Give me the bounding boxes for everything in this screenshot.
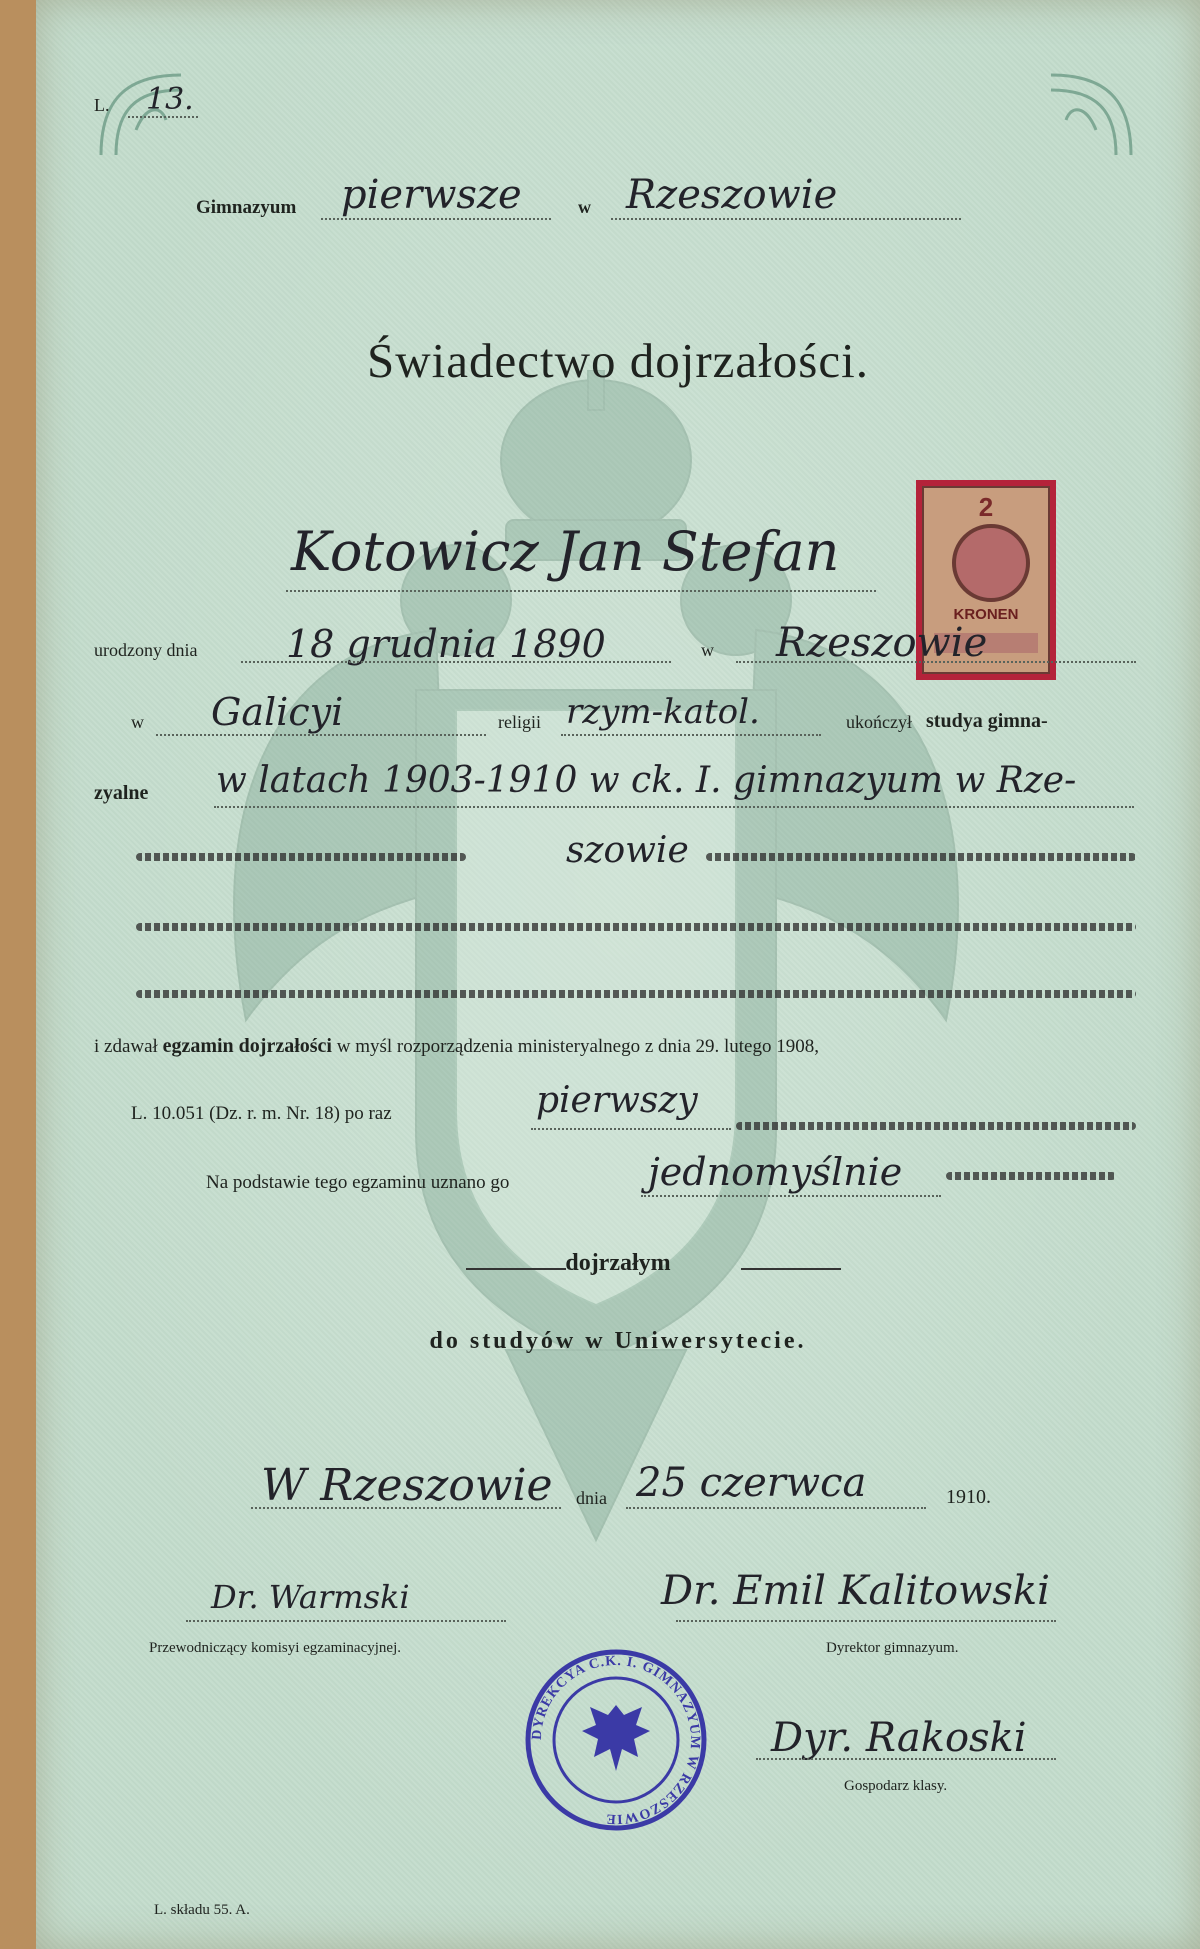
date-signed: 25 czerwca (636, 1460, 867, 1506)
director-title: Dyrektor gimnazyum. (826, 1640, 959, 1656)
region-value: Galicyi (211, 690, 344, 734)
exam-line-1a: i zdawał (94, 1036, 158, 1057)
studies-value-cont: szowie (566, 830, 689, 871)
place-signed: W Rzeszowie (261, 1460, 553, 1511)
religion-value: rzym-katol. (566, 692, 760, 732)
religion-label: religii (498, 712, 541, 732)
born-date: 18 grudnia 1890 (286, 622, 606, 666)
school-city-value: Rzeszowie (626, 172, 838, 218)
born-in-label: w (701, 640, 714, 660)
verdict: dojrzałym (565, 1250, 671, 1276)
student-name: Kotowicz Jan Stefan (291, 520, 840, 583)
footer-note: L. składu 55. A. (154, 1902, 250, 1918)
born-place: Rzeszowie (776, 620, 988, 666)
dnia-label: dnia (576, 1488, 607, 1508)
stamp-value: 2 (978, 492, 994, 522)
region-prefix: w (131, 712, 144, 732)
seal-text: DYREKCYA C.K. I. GIMNAZYUM W RZESZOWIE (529, 1653, 703, 1827)
divider (741, 1268, 841, 1270)
doc-number-value: 13. (146, 82, 194, 117)
studies-label: studya gimna- (926, 710, 1048, 732)
class-title: Gospodarz klasy. (844, 1778, 948, 1794)
exam-line-1c: w myśl rozporządzenia ministeryalnego z dnia 29. lutego 1908, (336, 1036, 819, 1057)
basis-label: Na podstawie tego egzaminu uznano go (206, 1172, 510, 1193)
exam-line-1 (94, 1035, 819, 1058)
seal-eagle-icon (582, 1705, 650, 1771)
class-signature: Dyr. Rakoski (771, 1715, 1027, 1761)
completed-label: ukończył (846, 712, 912, 732)
stamp-currency: KRONEN (953, 606, 1019, 623)
studies-cont-label: zyalne (94, 782, 149, 804)
verdict-purpose: do studyów w Uniwersytecie. (429, 1328, 807, 1354)
school-value: pierwsze (341, 172, 522, 218)
doc-number-label: L. (94, 95, 110, 115)
born-label: urodzony dnia (94, 640, 198, 660)
basis-value: jednomyślnie (648, 1150, 903, 1194)
corner-ornament-icon (1046, 70, 1136, 160)
stamp-portrait-icon (952, 524, 1030, 602)
studies-value: w latach 1903-1910 w ck. I. gimnazyum w Rze- (216, 760, 1077, 801)
certificate-document (36, 0, 1200, 1949)
chair-title: Przewodniczący komisyi egzaminacyjnej. (149, 1640, 401, 1656)
school-seal (521, 1645, 711, 1835)
director-signature: Dr. Emil Kalitowski (661, 1568, 1050, 1614)
document-title: Świadectwo dojrzałości. (367, 333, 869, 388)
exam-title: egzamin dojrzałości (162, 1035, 332, 1057)
exam-line-2: L. 10.051 (Dz. r. m. Nr. 18) po raz (131, 1103, 392, 1124)
school-label: Gimnazyum (196, 197, 297, 218)
year-signed: 1910. (946, 1486, 991, 1508)
chair-signature: Dr. Warmski (211, 1578, 410, 1616)
exam-attempt: pierwszy (536, 1080, 698, 1121)
school-in-label: w (578, 197, 591, 217)
